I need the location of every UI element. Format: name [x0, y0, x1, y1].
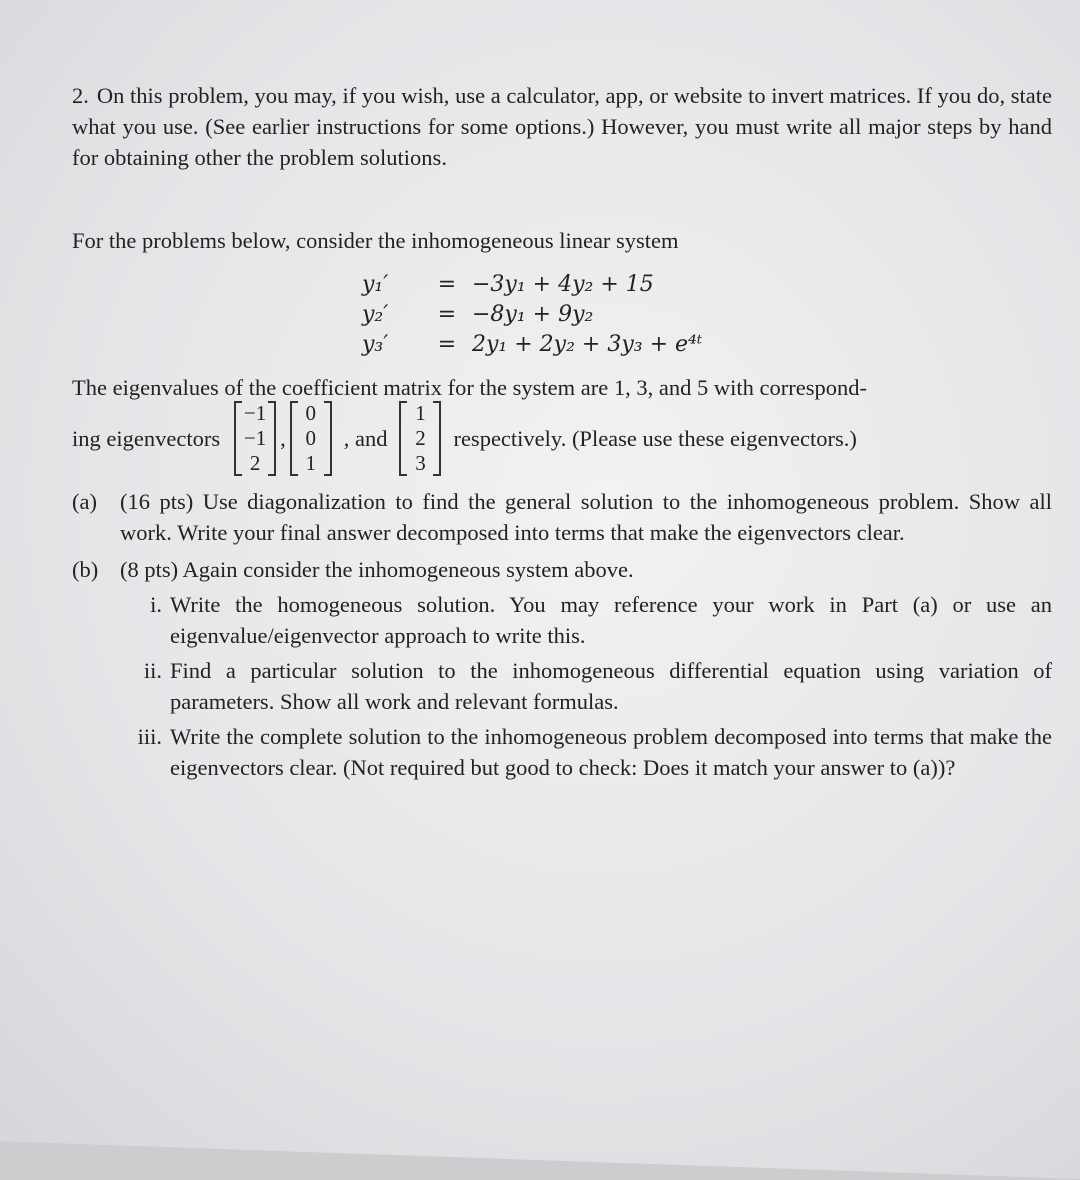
part-b: (b) (8 pts) Again consider the inhomogeneous system above. — [72, 557, 634, 582]
system-intro: For the problems below, consider the inhomogeneous linear system — [72, 228, 679, 253]
part-a: (a) (16 pts) Use diagonalization to find the general solution to the inhomogeneous problem. Show all work. Write your final answer decomposed into terms that make the eigenvectors clear. — [72, 489, 1052, 545]
subpart-i: i. Write the homogeneous solution. You may reference your work in Part (a) or use an eigenvalue/eigenvector approach to write this. — [150, 592, 1052, 648]
part-b-subparts — [118, 589, 1052, 783]
subpart-iii: iii. Write the complete solution to the inhomogeneous problem decomposed into terms that make the eigenvectors clear. (Not required but good to check: Does it match your answer to (a))? — [137, 724, 1052, 780]
equation-row: y₁′ = −3y₁ + 4y₂ + 15 — [362, 272, 654, 297]
eigenvalue-sentence: The eigenvalues of the coefficient matrix for the system are 1, 3, and 5 with correspond- — [72, 375, 867, 400]
eigenvector-3: 1 2 3 — [399, 401, 441, 476]
linear-system — [362, 270, 1052, 360]
eigenvector-1: −1 −1 2 — [234, 401, 276, 476]
eigenvector-2: 0 0 1 — [290, 401, 332, 476]
eigenvector-tail: respectively. (Please use these eigenvectors.) — [453, 426, 857, 451]
problem-number: 2. — [72, 83, 89, 108]
problem-content — [72, 80, 1052, 783]
eigenvector-row: ing eigenvectors −1 −1 2 , 0 0 1 , and 1 2 3 respectively. (Please use these eigenvectors.) — [72, 401, 857, 475]
equation-row: y₃′ = 2y₁ + 2y₂ + 3y₃ + e⁴ᵗ — [362, 332, 703, 357]
subpart-ii: ii. Find a particular solution to the inhomogeneous differential equation using variation of parameters. Show all work and relevant formulas. — [143, 658, 1052, 714]
eigenvector-lead: ing eigenvectors — [72, 426, 221, 451]
parts-list — [72, 486, 1052, 783]
problem-instructions: 2. On this problem, you may, if you wish, use a calculator, app, or website to invert matrices. If you do, state what you use. (See earlier instructions for some options.) However, you must write all major steps by hand for obtaining other the problem solutions. — [72, 83, 1052, 170]
equation-row: y₂′ = −8y₁ + 9y₂ — [362, 302, 594, 327]
